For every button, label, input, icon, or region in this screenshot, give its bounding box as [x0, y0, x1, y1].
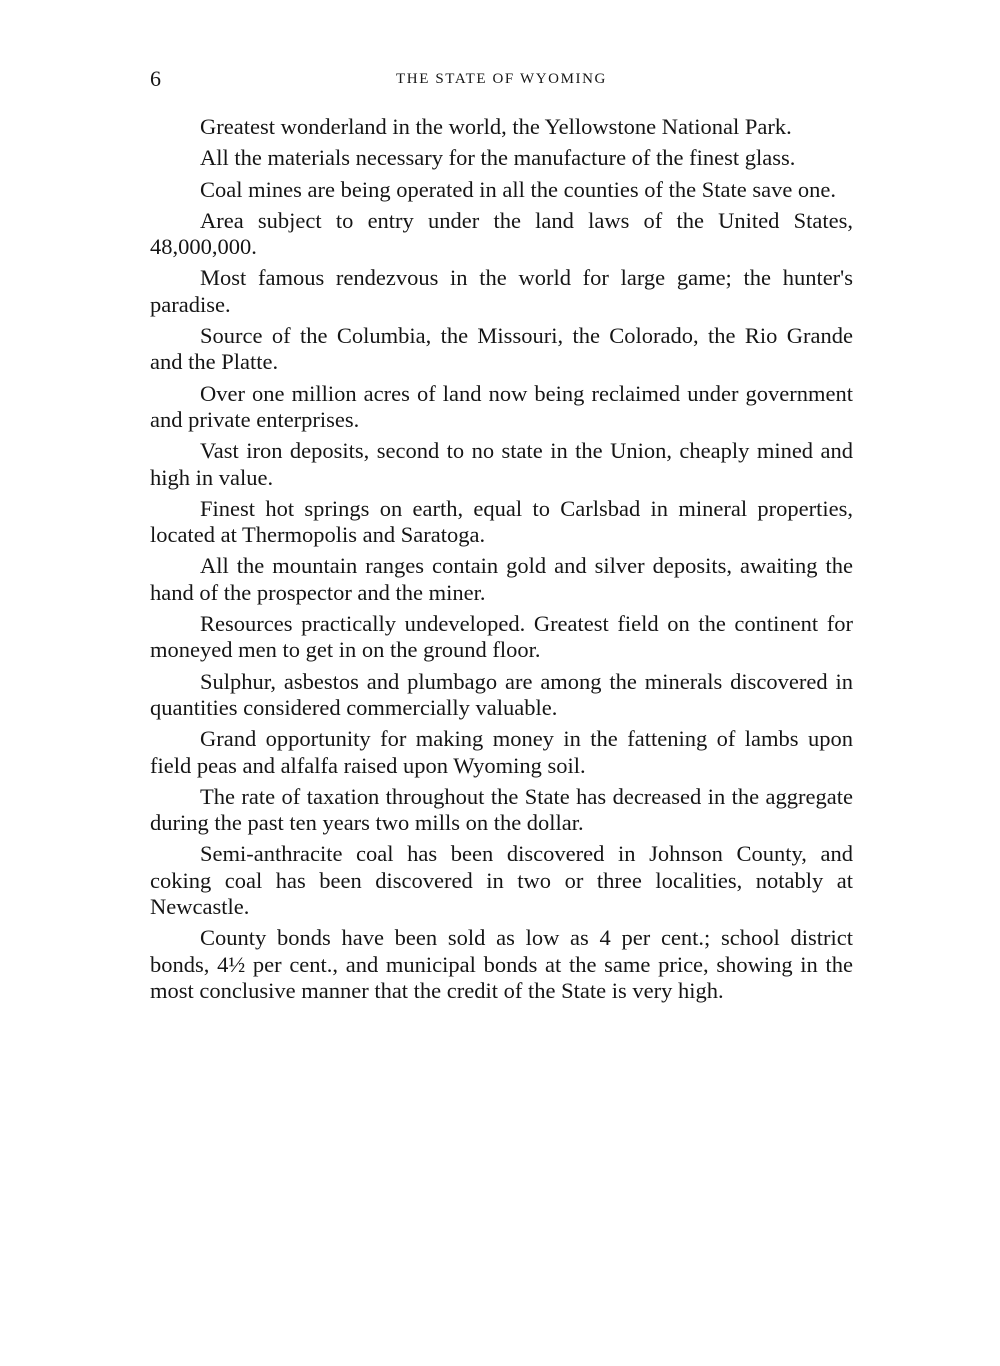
paragraph-iron: Vast iron deposits, second to no state in the Union, cheaply mined and high in value.: [150, 438, 853, 490]
paragraph-bonds: County bonds have been sold as low as 4 per cent.; school district bonds, 4½ per cent., and municipal bonds at the same price, showing in the most conclusive manner that the credit of the State is very high.: [150, 925, 853, 1003]
paragraph-resources: Resources practically undeveloped. Greatest field on the continent for moneyed men to get in on the ground floor.: [150, 611, 853, 663]
paragraph-reclamation: Over one million acres of land now being reclaimed under government and private enterprises.: [150, 380, 853, 432]
paragraph-taxation: The rate of taxation throughout the State has decreased in the aggregate during the past ten years two mills on the dollar.: [150, 783, 853, 836]
page-number: 6: [150, 66, 161, 91]
running-title: THE STATE OF WYOMING: [396, 71, 607, 87]
paragraph-yellowstone: Greatest wonderland in the world, the Yellowstone National Park.: [200, 114, 792, 139]
paragraph-lambs: Grand opportunity for making money in the fattening of lambs upon field peas and alfalfa raised upon Wyoming soil.: [150, 726, 853, 778]
paragraph-hot-springs: Finest hot springs on earth, equal to Carlsbad in mineral properties, located at Thermopolis and Saratoga.: [150, 495, 853, 548]
paragraph-minerals: Sulphur, asbestos and plumbago are among the minerals discovered in quantities considered commercially valuable.: [150, 668, 853, 720]
body-text: [150, 114, 853, 1009]
page-header: [150, 66, 853, 96]
paragraph-rivers: Source of the Columbia, the Missouri, the Colorado, the Rio Grande and the Platte.: [150, 323, 853, 375]
paragraph-game: Most famous rendezvous in the world for large game; the hunter's paradise.: [150, 265, 853, 317]
paragraph-land-area: Area subject to entry under the land laws of the United States, 48,000,000.: [150, 207, 853, 260]
paragraph-coal-discovery: Semi-anthracite coal has been discovered in Johnson County, and coking coal has been discovered in two or three localities, notably at Newcastle.: [150, 841, 853, 920]
paragraph-coal-mines: Coal mines are being operated in all the counties of the State save one.: [200, 176, 837, 202]
paragraph-glass: All the materials necessary for the manufacture of the finest glass.: [200, 145, 796, 171]
paragraph-gold-silver: All the mountain ranges contain gold and silver deposits, awaiting the hand of the prospector and the miner.: [150, 553, 853, 605]
